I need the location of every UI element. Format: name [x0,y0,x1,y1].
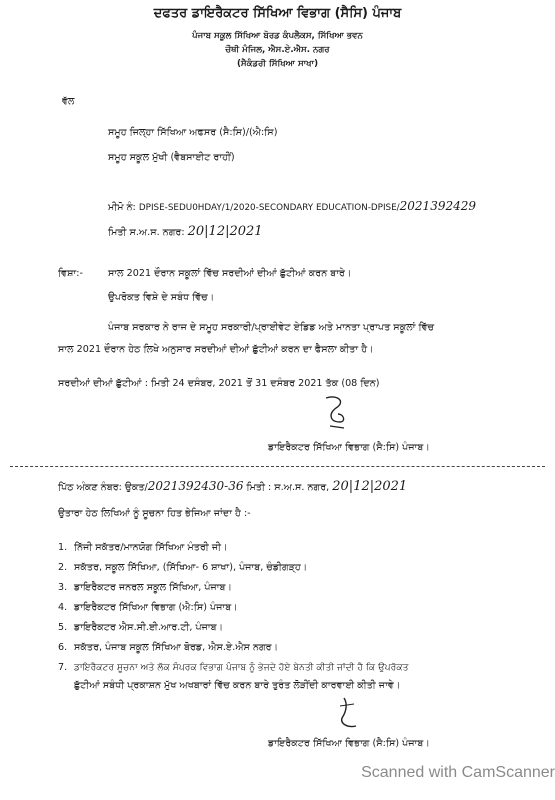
office-address-line2: ਚੌਥੀ ਮੰਜਿਲ, ਐਸ.ਏ.ਐਸ. ਨਗਰ [225,45,330,55]
holiday-period: ਸਰਦੀਆਂ ਦੀਆਂ ਛੁੱਟੀਆਂ : ਮਿਤੀ 24 ਦਸੰਬਰ, 2021 ਤੋਂ 31 ਦਸੰਬਰ 2021 ਤੱਕ (08 ਦਿਨ) [58,378,380,389]
endorsement-number-handwritten: 2021392430-36 [147,479,244,493]
first-signatory: ਡਾਇਰੈਕਟਰ ਸਿੱਖਿਆ ਵਿਭਾਗ (ਸੈ:ਸਿ) ਪੰਜਾਬ। [268,442,430,453]
list-item: 2. ਸਕੱਤਰ, ਸਕੂਲ ਸਿੱਖਿਆ, (ਸਿੱਖਿਆ- 6 ਸ਼ਾਖਾ), ਪੰਜਾਬ, ਚੰਡੀਗੜ੍ਹ। [58,562,308,573]
subject-line: ਸਾਲ 2021 ਦੌਰਾਨ ਸਕੂਲਾਂ ਵਿੱਚ ਸਰਦੀਆਂ ਦੀਆਂ ਛੁੱਟੀਆਂ ਕਰਨ ਬਾਰੇ। [108,268,352,279]
list-item-continuation: ਛੁੱਟੀਆਂ ਸਬੰਧੀ ਪ੍ਰਕਾਸ਼ਨ ਮੁੱਖ ਅਖਬਾਰਾਂ ਵਿੱਚ ਕਰਨ ਬਾਰੇ ਤੁਰੰਤ ਲੋੜੀਂਦੀ ਕਾਰਵਾਈ ਕੀਤੀ ਜਾਵੇ। [74,680,401,691]
recipient-line2: ਸਮੂਹ ਸਕੂਲ ਮੁੱਖੀ (ਵੈਬਸਾਈਟ ਰਾਹੀਂ) [108,152,235,163]
scanner-watermark: Scanned with CamScanner [361,764,555,781]
endorsement-number [58,480,407,494]
list-item: 6. ਸਕੱਤਰ, ਪੰਜਾਬ ਸਕੂਲ ਸਿੱਖਿਆ ਬੋਰਡ, ਐਸ.ਏ.ਐਸ ਨਗਰ। [58,642,279,653]
body-paragraph-line1: ਪੰਜਾਬ ਸਰਕਾਰ ਨੇ ਰਾਜ ਦੇ ਸਮੂਹ ਸਰਕਾਰੀ/ਪ੍ਰਾਈਵੇਟ ਏਡਿਡ ਅਤੇ ਮਾਨਤਾ ਪ੍ਰਾਪਤ ਸਕੂਲਾਂ ਵਿੱਚ [108,322,435,333]
memo-number [108,200,476,214]
signature-mark-1 [318,392,358,438]
memo-number-label: ਮੀਮੋ ਨੰ: [108,202,136,213]
office-address-line1: ਪੰਜਾਬ ਸਕੂਲ ਸਿੱਖਿਆ ਬੋਰਡ ਕੰਪਲੈਕਸ, ਸਿੱਖਿਆ ਭਵਨ [192,31,363,41]
list-item: 7. ਡਾਇਰੈਕਟਰ ਸੂਚਨਾ ਅਤੇ ਲੋਕ ਸੰਪਰਕ ਵਿਭਾਗ ਪੰਜਾਬ ਨੂੰ ਭੇਜਦੇ ਹੋਏ ਬੇਨਤੀ ਕੀਤੀ ਜਾਂਦੀ ਹੈ ਕਿ ਉਪਰੋਕਤ [58,662,409,673]
subject-label: ਵਿਸ਼ਾ:- [58,268,83,279]
memo-date-handwritten: 20|12|2021 [187,224,263,239]
copy-intro: ਉਤਾਰਾ ਹੇਠ ਲਿਖਿਆਂ ਨੂੰ ਸੂਚਨਾ ਹਿਤ ਭੇਜਿਆ ਜਾਂਦਾ ਹੈ :- [58,508,251,519]
reference-line: ਉਪਰੋਕਤ ਵਿਸ਼ੇ ਦੇ ਸਬੰਧ ਵਿੱਚ। [108,292,215,303]
list-item: 4. ਡਾਇਰੈਕਟਰ ਸਿੱਖਿਆ ਵਿਭਾਗ (ਐ:ਸਿ) ਪੰਜਾਬ। [58,602,238,613]
signature-mark-2 [334,694,370,734]
office-branch: (ਸੈਕੰਡਰੀ ਸਿੱਖਿਆ ਸਾਖਾ) [236,59,319,69]
endorsement-number-label: ਪਿੱਠ ਅੰਕਣ ਨੰਬਰ: ਉਕਤ/ [58,482,148,493]
memo-date-label: ਮਿਤੀ ਸ.ਅ.ਸ. ਨਗਰ: [108,227,185,238]
recipient-line1: ਸਮੂਹ ਜਿਲ੍ਹਾ ਸਿੱਖਿਆ ਅਫਸਰ (ਸੈ:ਸਿ)/(ਐ:ਸਿ) [108,127,278,138]
list-item: 1. ਨਿੱਜੀ ਸਕੱਤਰ/ਮਾਨਯੋਗ ਸਿੱਖਿਆ ਮੰਤਰੀ ਜੀ। [58,542,228,553]
memo-date [108,226,263,239]
second-signatory: ਡਾਇਰੈਕਟਰ ਸਿੱਖਿਆ ਵਿਭਾਗ (ਸੈ:ਸਿ) ਪੰਜਾਬ। [268,738,430,749]
office-title: ਦਫਤਰ ਡਾਇਰੈਕਟਰ ਸਿੱਖਿਆ ਵਿਭਾਗ (ਸੈਸਿ) ਪੰਜਾਬ [153,6,402,21]
body-paragraph-line2: ਸਾਲ 2021 ਦੌਰਾਨ ਹੇਠ ਲਿਖੇ ਅਨੁਸਾਰ ਸਰਦੀਆਂ ਦੀਆਂ ਛੁੱਟੀਆਂ ਕਰਨ ਦਾ ਫੈਸਲਾ ਕੀਤਾ ਹੈ। [58,344,374,355]
memo-number-value: DPISE-SEDU0HDAY/1/2020-SECONDARY EDUCATION-DPISE/ [138,203,400,213]
list-item: 5. ਡਾਇਰੈਕਟਰ ਐਸ.ਸੀ.ਈ.ਆਰ.ਟੀ, ਪੰਜਾਬ। [58,622,224,633]
memo-number-handwritten: 2021392429 [399,199,477,213]
to-label: ਵੱਲ [62,96,75,107]
endorsement-date-label: ਮਿਤੀ : ਸ.ਅ.ਸ. ਨਗਰ, [246,482,330,493]
list-item: 3. ਡਾਇਰੈਕਟਰ ਜਨਰਲ ਸਕੂਲ ਸਿੱਖਿਆ, ਪੰਜਾਬ। [58,582,233,593]
endorsement-date-handwritten: 20|12|2021 [332,479,408,494]
section-divider [10,466,545,467]
